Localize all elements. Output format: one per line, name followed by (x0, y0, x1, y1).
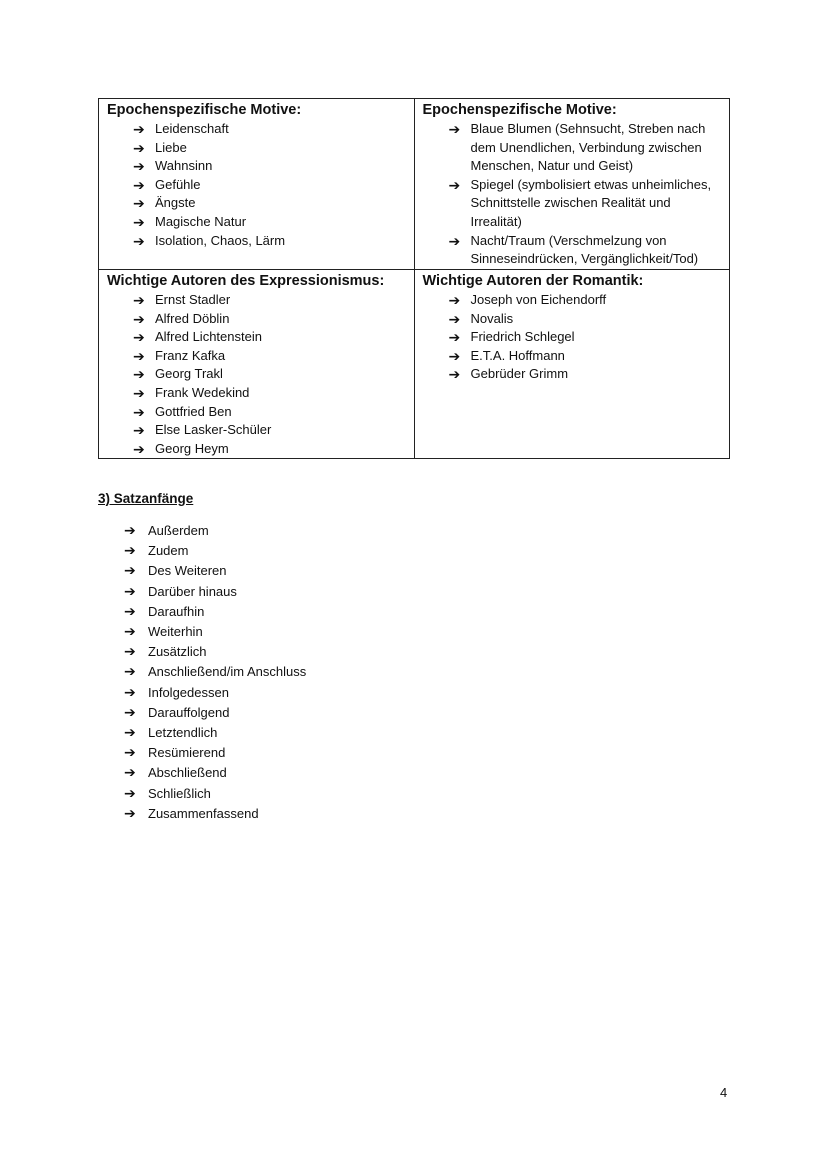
list-item (449, 291, 730, 310)
list-item-text: Liebe (155, 139, 187, 155)
list-item (124, 784, 306, 804)
list-item (133, 139, 414, 158)
arrow-icon: ➔ (124, 643, 136, 660)
list-item-text: Magische Natur (155, 213, 247, 229)
arrow-icon: ➔ (448, 121, 461, 137)
list-item (133, 194, 414, 213)
arrow-icon: ➔ (124, 703, 136, 720)
arrow-icon: ➔ (133, 403, 145, 420)
list-item-text: E.T.A. Hoffmann (470, 347, 565, 363)
arrow-icon: ➔ (448, 347, 461, 364)
arrow-icon: ➔ (133, 195, 145, 212)
list-item-text: Frank Wedekind (155, 384, 250, 400)
list-item-text: Letztendlich (148, 725, 218, 741)
bullet-list (107, 291, 414, 458)
sentence-starters-list (124, 521, 306, 824)
list-item (133, 232, 414, 251)
list-item (124, 561, 306, 581)
list-item (449, 176, 730, 232)
arrow-icon: ➔ (124, 602, 136, 619)
list-item-text: Isolation, Chaos, Lärm (155, 232, 286, 248)
arrow-icon: ➔ (133, 176, 145, 193)
list-item (124, 602, 306, 622)
arrow-icon: ➔ (133, 121, 145, 137)
list-item (124, 642, 306, 662)
arrow-icon: ➔ (124, 744, 136, 761)
list-item (124, 703, 306, 723)
arrow-icon: ➔ (448, 292, 461, 308)
list-item-text: Alfred Lichtenstein (155, 329, 262, 345)
comparison-table (98, 98, 730, 459)
arrow-icon: ➔ (124, 683, 136, 700)
list-item (449, 365, 730, 384)
list-item (133, 291, 414, 310)
arrow-icon: ➔ (133, 292, 145, 308)
list-item (124, 763, 306, 783)
list-item (133, 347, 414, 366)
arrow-icon: ➔ (124, 562, 136, 579)
list-item (133, 157, 414, 176)
list-item-text: Außerdem (148, 523, 209, 538)
list-item-text: Resümierend (148, 745, 226, 761)
table-cell-romantic-motives (414, 99, 730, 270)
list-item (124, 622, 306, 642)
list-item-text: Ängste (155, 195, 196, 211)
arrow-icon: ➔ (448, 176, 461, 193)
list-item (124, 662, 306, 682)
list-item (449, 120, 730, 176)
arrow-icon: ➔ (133, 366, 145, 383)
list-item-text: Anschließend/im Anschluss (148, 664, 307, 680)
list-item-text: Franz Kafka (155, 347, 226, 363)
list-item (133, 365, 414, 384)
list-item (133, 421, 414, 440)
arrow-icon: ➔ (124, 582, 136, 599)
list-item-text: Alfred Döblin (155, 310, 230, 326)
bullet-list (423, 120, 730, 269)
list-item (124, 541, 306, 561)
list-item (133, 176, 414, 195)
list-item-text: Georg Heym (155, 440, 229, 456)
arrow-icon: ➔ (133, 158, 145, 175)
arrow-icon: ➔ (124, 804, 136, 821)
list-item (449, 310, 730, 329)
list-item-text: Gebrüder Grimm (470, 366, 569, 382)
table-row (99, 270, 730, 459)
arrow-icon: ➔ (448, 232, 461, 249)
arrow-icon: ➔ (133, 213, 145, 230)
list-item-text: Blaue Blumen (Sehnsucht, Streben nach dem Unendlichen, Verbindung zwischen Menschen, Natur und Geist) (470, 121, 706, 174)
cell-title: Wichtige Autoren der Romantik: (422, 273, 644, 289)
list-item (133, 403, 414, 422)
table-row (99, 99, 730, 270)
arrow-icon: ➔ (124, 764, 136, 781)
list-item-text: Wahnsinn (155, 158, 213, 174)
list-item (124, 723, 306, 743)
list-item (133, 310, 414, 329)
list-item-text: Gefühle (155, 176, 201, 192)
list-item-text: Nacht/Traum (Verschmelzung von Sinneseindrücken, Vergänglichkeit/Tod) (470, 232, 699, 267)
list-item-text: Friedrich Schlegel (470, 329, 575, 345)
arrow-icon: ➔ (124, 522, 136, 538)
list-item (133, 384, 414, 403)
section-heading: 3) Satzanfänge (98, 491, 194, 506)
arrow-icon: ➔ (124, 542, 136, 559)
cell-title: Epochenspezifische Motive: (107, 102, 302, 118)
arrow-icon: ➔ (133, 440, 145, 457)
list-item (124, 804, 306, 824)
cell-title: Epochenspezifische Motive: (422, 102, 617, 118)
list-item-text: Gottfried Ben (155, 403, 232, 419)
list-item-text: Weiterhin (148, 624, 203, 640)
arrow-icon: ➔ (124, 784, 136, 801)
list-item-text: Novalis (470, 310, 514, 326)
arrow-icon: ➔ (133, 384, 145, 401)
arrow-icon: ➔ (448, 366, 461, 383)
list-item-text: Des Weiteren (148, 563, 227, 579)
page-number: 4 (720, 1085, 728, 1100)
arrow-icon: ➔ (124, 724, 136, 741)
list-item-text: Joseph von Eichendorff (470, 292, 607, 307)
arrow-icon: ➔ (133, 139, 145, 156)
list-item-text: Zusammenfassend (148, 805, 259, 821)
arrow-icon: ➔ (448, 329, 461, 346)
list-item-text: Ernst Stadler (155, 292, 231, 307)
list-item (449, 232, 730, 269)
list-item (133, 328, 414, 347)
bullet-list (107, 120, 414, 250)
list-item (133, 120, 414, 139)
list-item (133, 440, 414, 459)
list-item (449, 328, 730, 347)
arrow-icon: ➔ (133, 422, 145, 439)
cell-title: Wichtige Autoren des Expressionismus: (107, 273, 385, 289)
table-cell-expressionism-authors (99, 270, 415, 459)
list-item-text: Infolgedessen (148, 684, 229, 700)
list-item-text: Else Lasker-Schüler (155, 422, 272, 438)
list-item-text: Zudem (148, 543, 189, 559)
list-item-text: Darüber hinaus (148, 583, 237, 599)
list-item-text: Spiegel (symbolisiert etwas unheimliches, Schnittstelle zwischen Realität und Irrealität) (470, 176, 712, 229)
list-item-text: Daraufhin (148, 603, 205, 619)
list-item-text: Georg Trakl (155, 366, 223, 382)
list-item (124, 521, 306, 541)
arrow-icon: ➔ (133, 232, 145, 249)
list-item-text: Darauffolgend (148, 704, 230, 720)
table-cell-romantic-authors (414, 270, 730, 459)
arrow-icon: ➔ (133, 310, 145, 327)
list-item-text: Schließlich (148, 785, 211, 801)
arrow-icon: ➔ (124, 623, 136, 640)
bullet-list (423, 291, 730, 384)
arrow-icon: ➔ (133, 347, 145, 364)
list-item-text: Leidenschaft (155, 121, 229, 136)
list-item (124, 582, 306, 602)
arrow-icon: ➔ (124, 663, 136, 680)
list-item (449, 347, 730, 366)
table-cell-expressionism-motives (99, 99, 415, 270)
list-item (133, 213, 414, 232)
list-item-text: Zusätzlich (148, 644, 207, 660)
arrow-icon: ➔ (448, 310, 461, 327)
list-item (124, 683, 306, 703)
arrow-icon: ➔ (133, 329, 145, 346)
list-item (124, 743, 306, 763)
list-item-text: Abschließend (148, 765, 227, 781)
